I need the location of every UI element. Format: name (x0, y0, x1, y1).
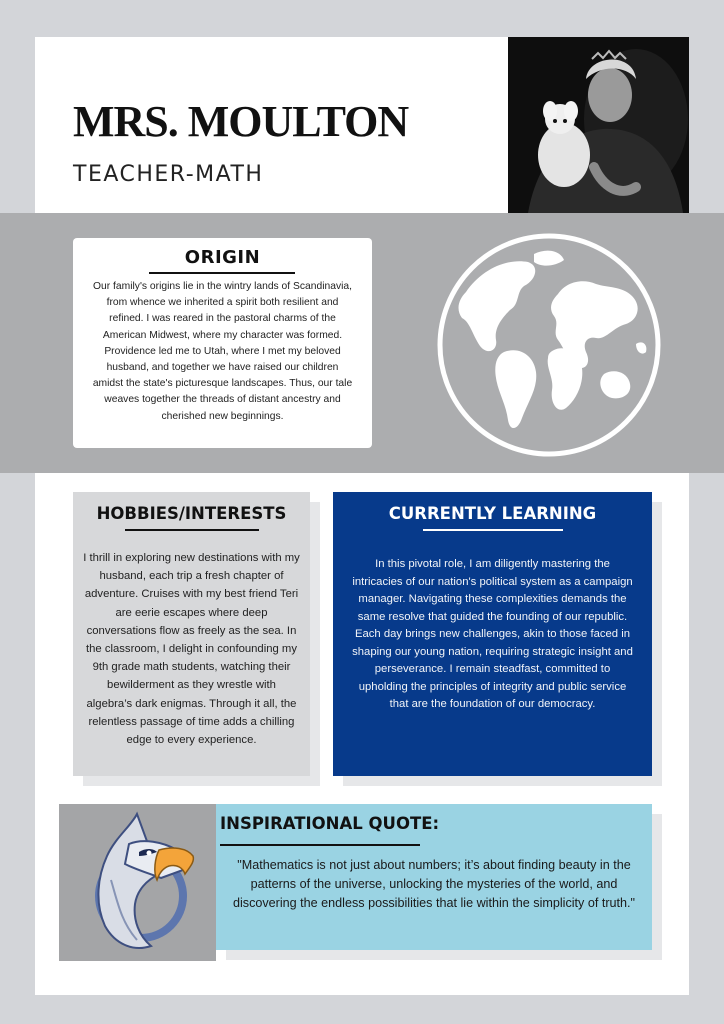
hobbies-text: I thrill in exploring new destinations with my husband, each trip a fresh chapter of adventure. Cruises with my best friend Teri are eerie escapes where deep conversations flow as freely as the sea. In the classroom, I delight in confounding my 9th grade math students, watching their bewilderment as they wrestle with algebra’s dark enigmas. Through it all, the relentless passage of time adds a chilling edge to every experience. (83, 552, 300, 747)
learning-title: CURRENTLY LEARNING (388, 504, 597, 523)
quote-card (216, 804, 652, 950)
hobbies-title: HOBBIES/INTERESTS (96, 504, 287, 523)
teacher-name: MRS. MOULTON (73, 97, 409, 146)
quote-text: "Mathematics is not just about numbers; it’s about finding beauty in the patterns of the universe, unlocking the mysteries of the world, and discovering the endless possibilities that lie within the simplicity of truth." (232, 858, 636, 911)
mascot-panel (59, 804, 216, 961)
hobbies-card (73, 492, 310, 776)
learning-text: In this pivotal role, I am diligently mastering the intricacies of our nation's political system as a campaign manager. Navigating these complexities demands the same resolve that guided the founding of our republic. Each day brings new challenges, akin to those faced in shaping our young nation, requiring strategic insight and perseverance. I remain steadfast, committed to upholding the principles of integrity and public service that are the foundation of our democracy. (352, 558, 633, 710)
eagle-mascot-icon (59, 804, 216, 961)
globe-icon (436, 232, 662, 458)
hobbies-title-underline (125, 529, 259, 531)
portrait-photo (508, 37, 689, 213)
origin-text: Our family's origins lie in the wintry lands of Scandinavia, from whence we inherited a spirit both resilient and refined. I was reared in the pastoral charms of the American Midwest, where my character was formed. Providence led me to Utah, where I met my beloved husband, and together we have raised our children amidst the state's picturesque landscapes. Thus, our tale weaves together the threads of distant ancestry and cherished new beginnings. (92, 281, 353, 422)
origin-title: ORIGIN (184, 247, 261, 268)
quote-title: INSPIRATIONAL QUOTE: (220, 814, 440, 833)
quote-title-underline (220, 844, 420, 846)
learning-card (333, 492, 652, 776)
learning-title-underline (423, 529, 563, 531)
origin-card (73, 238, 372, 448)
teacher-role: TEACHER-MATH (73, 162, 264, 187)
origin-title-underline (149, 272, 295, 274)
